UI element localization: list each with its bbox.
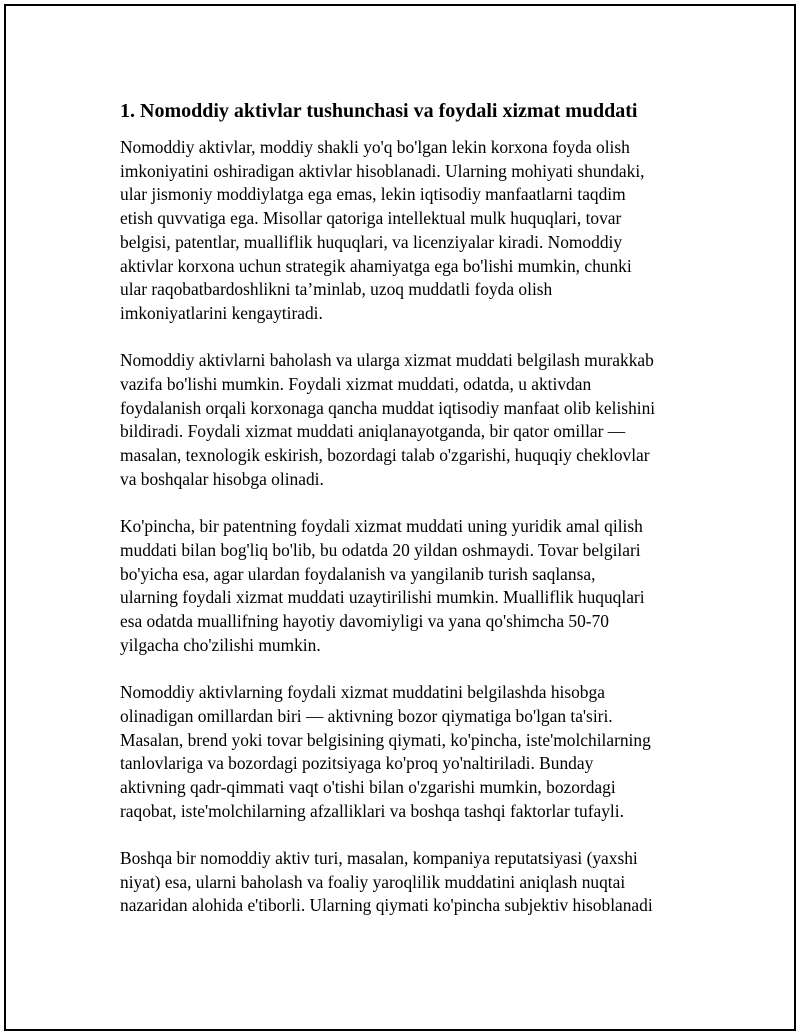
text-line: belgisi, patentlar, mualliflik huquqlari, va licenziyalar kiradi. Nomoddiy xyxy=(120,231,623,252)
text-line: ularning foydali xizmat muddati uzaytirilishi mumkin. Mualliflik huquqlari xyxy=(120,587,645,608)
paragraph-5 xyxy=(120,847,700,918)
text-line: masalan, texnologik eskirish, bozordagi talab o'zgarishi, huquqiy cheklovlar xyxy=(120,445,650,466)
paragraph-2 xyxy=(120,349,700,491)
text-line: vazifa bo'lishi mumkin. Foydali xizmat muddati, odatda, u aktivdan xyxy=(120,374,592,395)
text-line: niyat) esa, ularni baholash va foaliy yaroqlilik muddatini aniqlash nuqtai xyxy=(120,871,626,892)
text-line: olinadigan omillardan biri — aktivning bozor qiymatiga bo'lgan ta'siri. xyxy=(120,705,613,726)
text-line: va boshqalar hisobga olinadi. xyxy=(120,468,324,489)
text-line: Boshqa bir nomoddiy aktiv turi, masalan, kompaniya reputatsiyasi (yaxshi xyxy=(120,848,638,869)
text-line: aktivning qadr-qimmati vaqt o'tishi bilan o'zgarishi mumkin, bozordagi xyxy=(120,776,616,797)
text-line: yilgacha cho'zilishi mumkin. xyxy=(120,634,321,655)
text-line: Nomoddiy aktivlarning foydali xizmat muddatini belgilashda hisobga xyxy=(120,682,605,703)
text-line: tanlovlariga va bozordagi pozitsiyaga ko'proq yo'naltiriladi. Bunday xyxy=(120,753,594,774)
section-heading: 1. Nomoddiy aktivlar tushunchasi va foydali xizmat muddati xyxy=(120,100,638,122)
text-line: bildiradi. Foydali xizmat muddati aniqlanayotganda, bir qator omillar — xyxy=(120,421,626,442)
text-line: raqobat, iste'molchilarning afzalliklari va boshqa tashqi faktorlar tufayli. xyxy=(120,800,624,821)
paragraph-1 xyxy=(120,136,700,326)
text-line: Ko'pincha, bir patentning foydali xizmat muddati uning yuridik amal qilish xyxy=(120,516,643,537)
page-frame xyxy=(4,4,796,1031)
text-line: esa odatda muallifning hayotiy davomiyligi va yana qo'shimcha 50-70 xyxy=(120,611,609,632)
paragraph-3 xyxy=(120,515,700,657)
text-line: foydalanish orqali korxonaga qancha muddat iqtisodiy manfaat olib kelishini xyxy=(120,397,656,418)
document-body xyxy=(120,98,700,942)
text-line: aktivlar korxona uchun strategik ahamiyatga ega bo'lishi mumkin, chunki xyxy=(120,255,632,276)
text-line: muddati bilan bog'liq bo'lib, bu odatda 20 yildan oshmaydi. Tovar belgilari xyxy=(120,539,641,560)
text-line: ular raqobatbardoshlikni ta’minlab, uzoq muddatli foyda olish xyxy=(120,279,553,300)
text-line: Nomoddiy aktivlar, moddiy shakli yo'q bo'lgan lekin korxona foyda olish xyxy=(120,137,630,157)
text-line: bo'yicha esa, agar ulardan foydalanish va yangilanib turish saqlansa, xyxy=(120,563,596,584)
text-line: imkoniyatlarini kengaytiradi. xyxy=(120,302,323,323)
text-line: nazaridan alohida e'tiborli. Ularning qiymati ko'pincha subjektiv hisoblanadi xyxy=(120,895,653,916)
text-line: etish quvvatiga ega. Misollar qatoriga intellektual mulk huquqlari, tovar xyxy=(120,208,622,229)
text-line: imkoniyatini oshiradigan aktivlar hisoblanadi. Ularning mohiyati shundaki, xyxy=(120,160,645,181)
text-line: Masalan, brend yoki tovar belgisining qiymati, ko'pincha, iste'molchilarning xyxy=(120,729,651,750)
text-line: Nomoddiy aktivlarni baholash va ularga xizmat muddati belgilash murakkab xyxy=(120,350,654,371)
paragraph-4 xyxy=(120,681,700,823)
text-line: ular jismoniy moddiylatga ega emas, lekin iqtisodiy manfaatlarni taqdim xyxy=(120,184,626,205)
